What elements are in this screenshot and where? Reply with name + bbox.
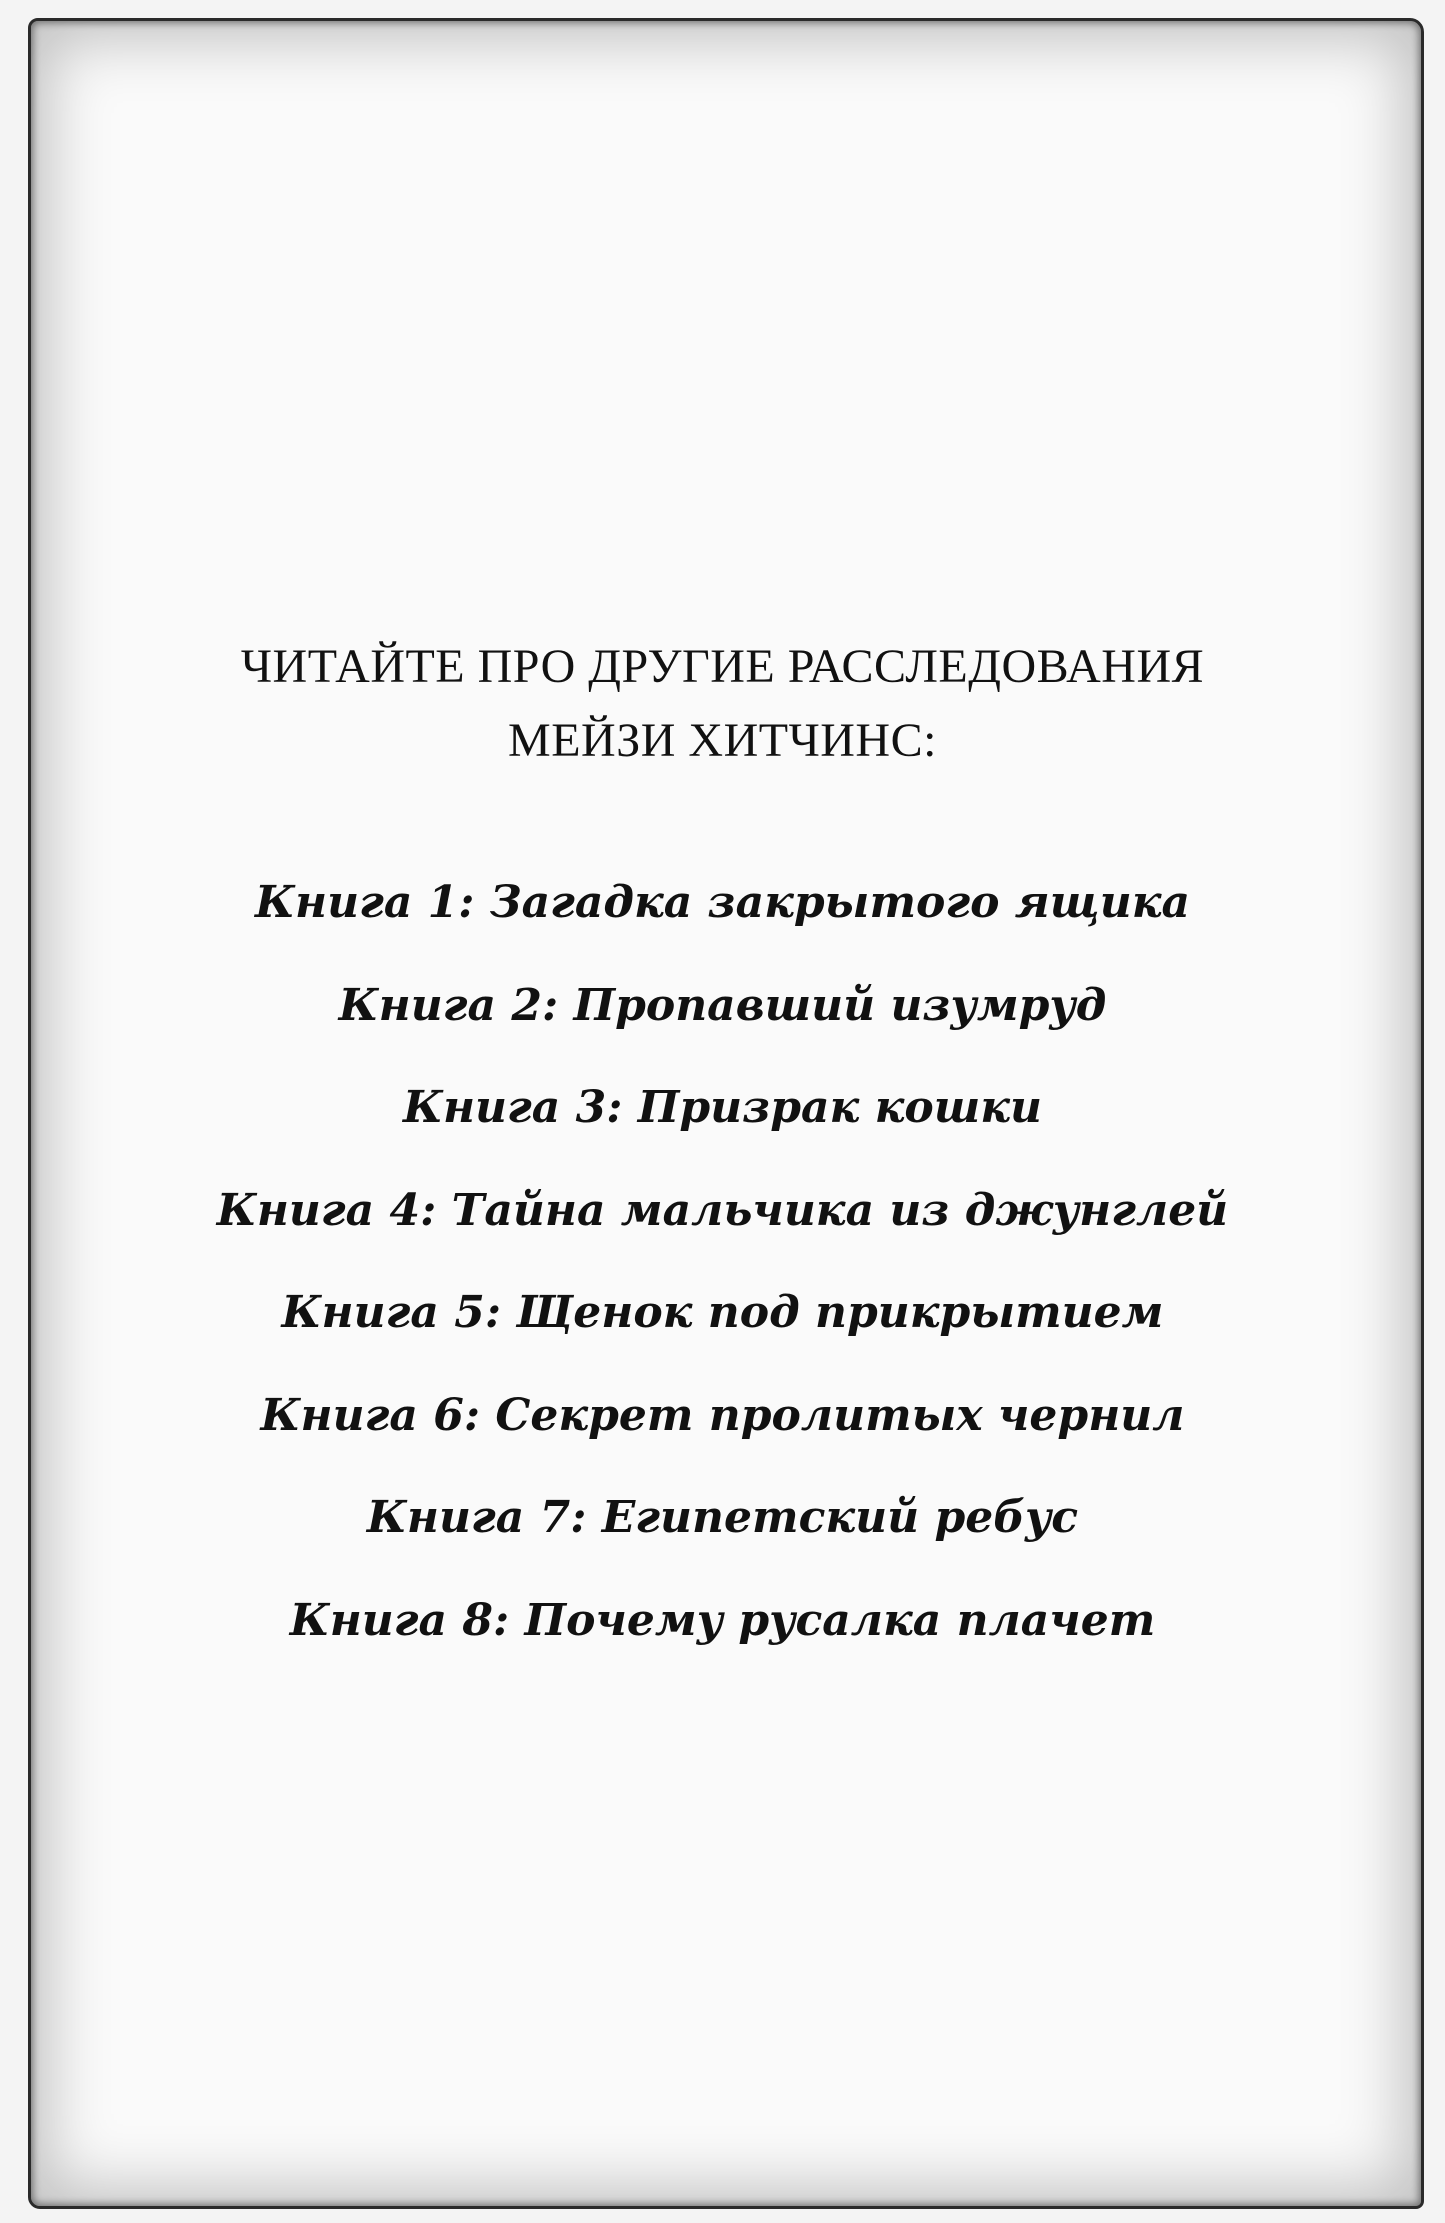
page-heading bbox=[0, 630, 1445, 778]
book-item: Книга 7: Египетский ребус bbox=[366, 1492, 1079, 1543]
book-item: Книга 1: Загадка закрытого ящика bbox=[255, 877, 1190, 928]
book-item: Книга 5: Щенок под прикрытием bbox=[281, 1287, 1164, 1338]
book-item: Книга 4: Тайна мальчика из джунглей bbox=[216, 1184, 1229, 1236]
book-item: Книга 6: Секрет пролитых чернил bbox=[260, 1389, 1185, 1441]
book-item: Книга 3: Призрак кошки bbox=[402, 1082, 1043, 1133]
book-item: Книга 2: Пропавший изумруд bbox=[338, 979, 1107, 1031]
book-item: Книга 8: Почему русалка плачет bbox=[289, 1594, 1156, 1646]
heading-line-2: МЕЙЗИ ХИТЧИНС: bbox=[508, 714, 937, 767]
heading-line-1: ЧИТАЙТЕ ПРО ДРУГИЕ РАССЛЕДОВАНИЯ bbox=[240, 640, 1205, 693]
book-list bbox=[0, 852, 1445, 1672]
